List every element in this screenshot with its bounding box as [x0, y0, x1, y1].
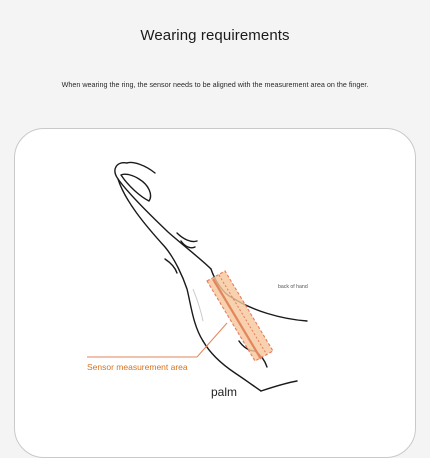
illustration-card	[14, 128, 416, 458]
sensor-area-label: Sensor measurement area	[87, 362, 188, 372]
back-of-hand-label: back of hand	[278, 284, 308, 290]
wearing-illustration	[15, 129, 416, 458]
ring-icon	[207, 271, 273, 361]
palm-label: palm	[211, 385, 238, 399]
sensor-pointer-icon	[87, 323, 227, 357]
page-title: Wearing requirements	[140, 27, 290, 44]
page-description: When wearing the ring, the sensor needs to be aligned with the measurement area on the finger.	[61, 80, 369, 89]
finger-shadow	[193, 289, 203, 321]
